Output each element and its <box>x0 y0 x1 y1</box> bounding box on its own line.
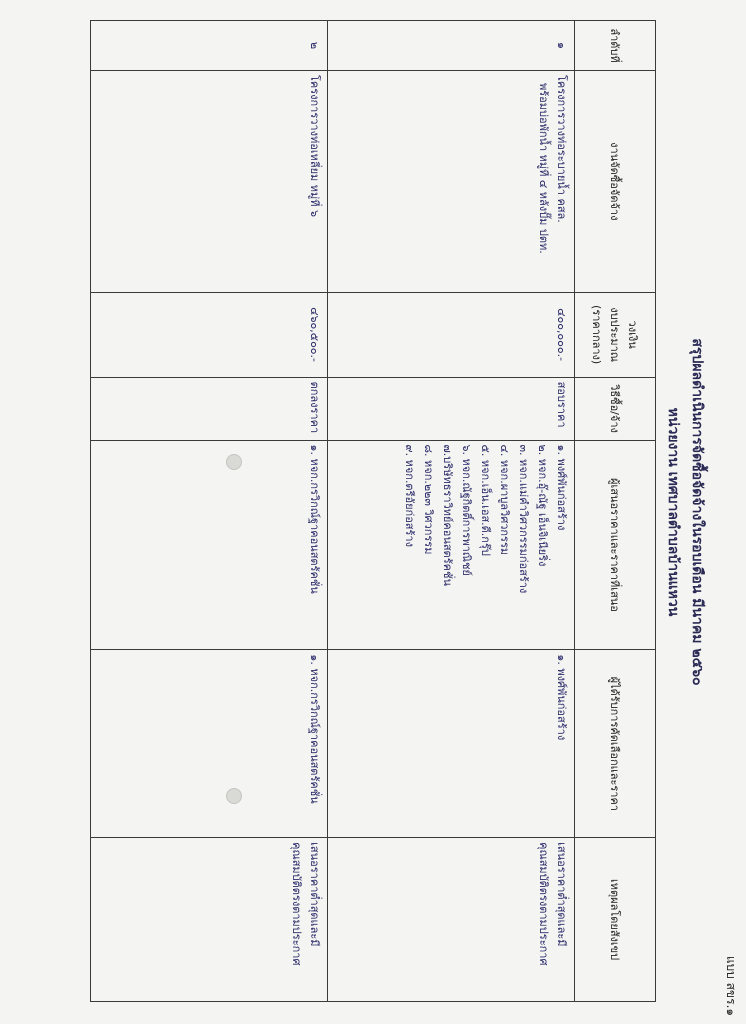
header-reason: เหตุผลโดยสังเขป <box>575 838 656 1002</box>
row-item <box>328 70 575 292</box>
row-item-line: โครงการวางท่อระบายน้ำ คสล. <box>555 74 568 223</box>
row-reason <box>328 838 575 1002</box>
header-item: งานจัดซื้อจัดจ้าง <box>575 70 656 292</box>
table-row <box>91 21 328 1002</box>
header-budget-line: (ราคากลาง) <box>590 305 603 365</box>
row-reason-line: คุณสมบัติตรงตามประกาศ <box>290 842 303 966</box>
row-reason-line: เสนอราคาต่ำสุดและมี <box>555 842 568 947</box>
row-method: ตกลงราคา <box>91 377 328 440</box>
header-winner: ผู้ได้รับการคัดเลือกและราคา <box>575 650 656 838</box>
bidder-item: ๗.บริษัทธราวิทย์คอนสตรัคชั่น <box>441 444 454 586</box>
row-no: ๒ <box>91 21 328 71</box>
header-no: ลำดับที่ <box>575 21 656 71</box>
procurement-table <box>90 20 656 1002</box>
row-reason <box>91 838 328 1002</box>
bidder-item: ๘. หจก.๒๒๓ วิศวกรรม <box>422 444 435 555</box>
bidder-item: ๖. หจก.ณัฐกิตติ์การพาณิชย์ <box>460 444 473 576</box>
row-winner: ๑. พงศ์พันก่อสร้าง <box>328 650 575 838</box>
header-method: วิธีซื้อ/จ้าง <box>575 377 656 440</box>
row-budget: ๔๖๐,๕๐๐.- <box>91 292 328 377</box>
header-budget-line: งบประมาณ <box>608 307 621 363</box>
header-bidders: ผู้เสนอราคาและราคาที่เสนอ <box>575 440 656 650</box>
header-budget-line: วงเงิน <box>626 320 639 349</box>
bidder-item: ๓. หจก.แม่คำวิศวกรรมก่อสร้าง <box>517 444 530 594</box>
row-bidders <box>91 440 328 650</box>
row-budget: ๔๐๐,๐๐๐.- <box>328 292 575 377</box>
bidder-item: ๒. หจก.อุ๊-ณัฐ เอ็นจิเนียริ่ง <box>536 444 549 567</box>
document-title: สรุปผลดำเนินการจัดซื้อจัดจ้างในรอบเดือน มีนาคม ๒๕๖๐ <box>689 338 705 686</box>
row-no: ๑ <box>328 21 575 71</box>
row-item-line: พร้อมบ่อพักน้ำ หมู่ที่ ๔ หลังปั๊ม ปตท. <box>537 82 550 254</box>
table-header-row <box>575 21 656 1002</box>
bidder-item: ๑. พงศ์พันก่อสร้าง <box>555 444 568 531</box>
bidder-item: ๙. หจก.ตรีอัยก่อสร้าง <box>403 444 416 547</box>
row-bidders <box>328 440 575 650</box>
bidder-item: ๔. หจก.ผาบูลวิศวกรรม <box>498 444 511 556</box>
header-budget <box>575 292 656 377</box>
row-method: สอบราคา <box>328 377 575 440</box>
row-item-line: โครงการวางท่อเหลี่ยม หมู่ที่ ๖ <box>308 74 321 218</box>
bidder-item: ๑. หจก.กรวิกณ์ฐาคอนสตรัคชั่น <box>308 444 321 594</box>
row-reason-line: คุณสมบัติตรงตามประกาศ <box>537 842 550 966</box>
row-reason-line: เสนอราคาต่ำสุดและมี <box>308 842 321 947</box>
form-code: แบบ สขร.๑ <box>724 955 738 1016</box>
row-item <box>91 70 328 292</box>
document-subtitle: หน่วยงาน เทศบาลตำบลบ้านแหวน <box>665 407 681 617</box>
bidder-item: ๕. หจก.เอ็น.เอส.ดี.กรุ๊ป <box>479 444 492 556</box>
row-winner: ๑. หจก.กรวิกณ์ฐาคอนสตรัคชั่น <box>91 650 328 838</box>
table-row <box>328 21 575 1002</box>
